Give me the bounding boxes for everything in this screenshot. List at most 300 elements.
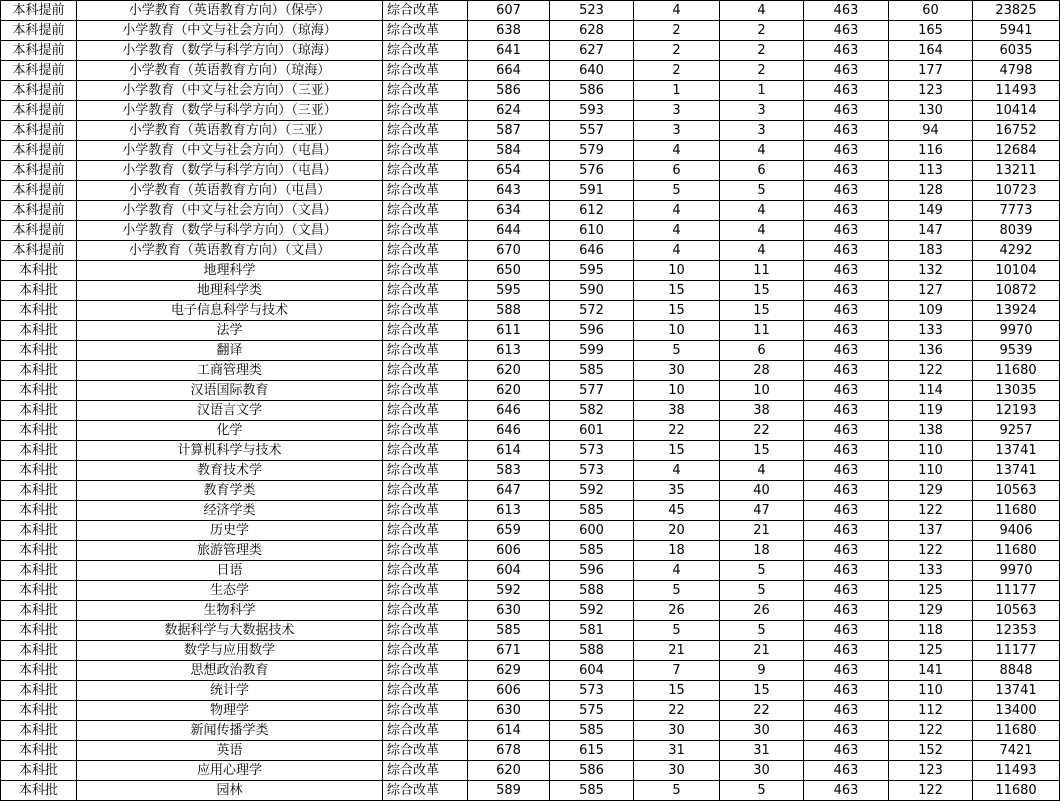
max-score-cell: 678 — [468, 741, 550, 761]
line-diff-cell: 122 — [889, 541, 973, 561]
batch-cell: 本科批 — [1, 301, 77, 321]
line-diff-cell: 136 — [889, 341, 973, 361]
rank-cell: 10104 — [973, 261, 1060, 281]
max-score-cell: 595 — [468, 281, 550, 301]
plan-count-cell: 15 — [634, 281, 720, 301]
control-line-cell: 463 — [804, 461, 889, 481]
plan-count-cell: 4 — [634, 201, 720, 221]
batch-cell: 本科批 — [1, 781, 77, 801]
major-cell: 电子信息科学与技术 — [77, 301, 383, 321]
control-line-cell: 463 — [804, 401, 889, 421]
table-row — [1, 781, 1060, 801]
table-row — [1, 61, 1060, 81]
major-cell: 小学教育（英语教育方向）（屯昌） — [77, 181, 383, 201]
line-diff-cell: 164 — [889, 41, 973, 61]
table-row — [1, 761, 1060, 781]
rank-cell: 11680 — [973, 721, 1060, 741]
rank-cell: 23825 — [973, 1, 1060, 21]
rank-cell: 11493 — [973, 81, 1060, 101]
max-score-cell: 607 — [468, 1, 550, 21]
subject-type-cell: 综合改革 — [383, 461, 468, 481]
admit-count-cell: 4 — [720, 1, 804, 21]
min-score-cell: 612 — [550, 201, 634, 221]
major-cell: 法学 — [77, 321, 383, 341]
table-row — [1, 161, 1060, 181]
control-line-cell: 463 — [804, 81, 889, 101]
line-diff-cell: 118 — [889, 621, 973, 641]
subject-type-cell: 综合改革 — [383, 181, 468, 201]
table-row — [1, 441, 1060, 461]
max-score-cell: 641 — [468, 41, 550, 61]
max-score-cell: 671 — [468, 641, 550, 661]
plan-count-cell: 1 — [634, 81, 720, 101]
min-score-cell: 585 — [550, 501, 634, 521]
min-score-cell: 640 — [550, 61, 634, 81]
line-diff-cell: 110 — [889, 441, 973, 461]
plan-count-cell: 38 — [634, 401, 720, 421]
admit-count-cell: 4 — [720, 241, 804, 261]
line-diff-cell: 152 — [889, 741, 973, 761]
admit-count-cell: 21 — [720, 521, 804, 541]
rank-cell: 8848 — [973, 661, 1060, 681]
admit-count-cell: 3 — [720, 121, 804, 141]
min-score-cell: 585 — [550, 721, 634, 741]
subject-type-cell: 综合改革 — [383, 1, 468, 21]
major-cell: 汉语国际教育 — [77, 381, 383, 401]
plan-count-cell: 15 — [634, 441, 720, 461]
batch-cell: 本科批 — [1, 481, 77, 501]
control-line-cell: 463 — [804, 101, 889, 121]
rank-cell: 10563 — [973, 601, 1060, 621]
batch-cell: 本科提前 — [1, 81, 77, 101]
min-score-cell: 586 — [550, 761, 634, 781]
batch-cell: 本科提前 — [1, 41, 77, 61]
table-row — [1, 521, 1060, 541]
control-line-cell: 463 — [804, 281, 889, 301]
plan-count-cell: 4 — [634, 1, 720, 21]
rank-cell: 13741 — [973, 681, 1060, 701]
batch-cell: 本科批 — [1, 641, 77, 661]
plan-count-cell: 30 — [634, 361, 720, 381]
subject-type-cell: 综合改革 — [383, 241, 468, 261]
max-score-cell: 646 — [468, 421, 550, 441]
subject-type-cell: 综合改革 — [383, 721, 468, 741]
min-score-cell: 577 — [550, 381, 634, 401]
batch-cell: 本科提前 — [1, 141, 77, 161]
major-cell: 物理学 — [77, 701, 383, 721]
control-line-cell: 463 — [804, 661, 889, 681]
max-score-cell: 586 — [468, 81, 550, 101]
line-diff-cell: 112 — [889, 701, 973, 721]
plan-count-cell: 20 — [634, 521, 720, 541]
min-score-cell: 573 — [550, 461, 634, 481]
rank-cell: 4798 — [973, 61, 1060, 81]
line-diff-cell: 141 — [889, 661, 973, 681]
admit-count-cell: 5 — [720, 581, 804, 601]
line-diff-cell: 122 — [889, 721, 973, 741]
plan-count-cell: 45 — [634, 501, 720, 521]
plan-count-cell: 6 — [634, 161, 720, 181]
line-diff-cell: 149 — [889, 201, 973, 221]
batch-cell: 本科批 — [1, 441, 77, 461]
max-score-cell: 588 — [468, 301, 550, 321]
plan-count-cell: 15 — [634, 301, 720, 321]
subject-type-cell: 综合改革 — [383, 341, 468, 361]
control-line-cell: 463 — [804, 241, 889, 261]
table-row — [1, 81, 1060, 101]
min-score-cell: 572 — [550, 301, 634, 321]
rank-cell: 10723 — [973, 181, 1060, 201]
max-score-cell: 630 — [468, 701, 550, 721]
subject-type-cell: 综合改革 — [383, 201, 468, 221]
table-row — [1, 1, 1060, 21]
subject-type-cell: 综合改革 — [383, 541, 468, 561]
table-row — [1, 181, 1060, 201]
table-row — [1, 481, 1060, 501]
plan-count-cell: 5 — [634, 621, 720, 641]
subject-type-cell: 综合改革 — [383, 121, 468, 141]
admit-count-cell: 47 — [720, 501, 804, 521]
table-row — [1, 581, 1060, 601]
max-score-cell: 606 — [468, 541, 550, 561]
rank-cell: 11493 — [973, 761, 1060, 781]
line-diff-cell: 129 — [889, 481, 973, 501]
rank-cell: 4292 — [973, 241, 1060, 261]
table-row — [1, 301, 1060, 321]
control-line-cell: 463 — [804, 1, 889, 21]
major-cell: 思想政治教育 — [77, 661, 383, 681]
control-line-cell: 463 — [804, 521, 889, 541]
max-score-cell: 620 — [468, 381, 550, 401]
control-line-cell: 463 — [804, 201, 889, 221]
admit-count-cell: 6 — [720, 341, 804, 361]
plan-count-cell: 30 — [634, 761, 720, 781]
table-row — [1, 401, 1060, 421]
batch-cell: 本科批 — [1, 341, 77, 361]
max-score-cell: 643 — [468, 181, 550, 201]
control-line-cell: 463 — [804, 161, 889, 181]
major-cell: 化学 — [77, 421, 383, 441]
max-score-cell: 614 — [468, 441, 550, 461]
admit-count-cell: 11 — [720, 261, 804, 281]
rank-cell: 5941 — [973, 21, 1060, 41]
admit-count-cell: 2 — [720, 21, 804, 41]
batch-cell: 本科批 — [1, 521, 77, 541]
min-score-cell: 591 — [550, 181, 634, 201]
control-line-cell: 463 — [804, 721, 889, 741]
control-line-cell: 463 — [804, 321, 889, 341]
subject-type-cell: 综合改革 — [383, 61, 468, 81]
line-diff-cell: 132 — [889, 261, 973, 281]
control-line-cell: 463 — [804, 501, 889, 521]
admit-count-cell: 9 — [720, 661, 804, 681]
table-row — [1, 21, 1060, 41]
max-score-cell: 614 — [468, 721, 550, 741]
major-cell: 计算机科学与技术 — [77, 441, 383, 461]
control-line-cell: 463 — [804, 581, 889, 601]
line-diff-cell: 127 — [889, 281, 973, 301]
admit-count-cell: 11 — [720, 321, 804, 341]
batch-cell: 本科批 — [1, 661, 77, 681]
min-score-cell: 582 — [550, 401, 634, 421]
subject-type-cell: 综合改革 — [383, 601, 468, 621]
major-cell: 历史学 — [77, 521, 383, 541]
line-diff-cell: 110 — [889, 461, 973, 481]
admit-count-cell: 2 — [720, 61, 804, 81]
admit-count-cell: 4 — [720, 141, 804, 161]
max-score-cell: 611 — [468, 321, 550, 341]
subject-type-cell: 综合改革 — [383, 521, 468, 541]
major-cell: 汉语言文学 — [77, 401, 383, 421]
rank-cell: 13924 — [973, 301, 1060, 321]
subject-type-cell: 综合改革 — [383, 281, 468, 301]
rank-cell: 11680 — [973, 361, 1060, 381]
table-body — [1, 1, 1060, 801]
max-score-cell: 638 — [468, 21, 550, 41]
min-score-cell: 575 — [550, 701, 634, 721]
rank-cell: 11177 — [973, 641, 1060, 661]
admit-count-cell: 15 — [720, 281, 804, 301]
table-row — [1, 341, 1060, 361]
batch-cell: 本科批 — [1, 561, 77, 581]
major-cell: 园林 — [77, 781, 383, 801]
max-score-cell: 634 — [468, 201, 550, 221]
table-row — [1, 221, 1060, 241]
admit-count-cell: 5 — [720, 561, 804, 581]
admit-count-cell: 30 — [720, 721, 804, 741]
plan-count-cell: 31 — [634, 741, 720, 761]
subject-type-cell: 综合改革 — [383, 81, 468, 101]
subject-type-cell: 综合改革 — [383, 681, 468, 701]
control-line-cell: 463 — [804, 761, 889, 781]
line-diff-cell: 109 — [889, 301, 973, 321]
min-score-cell: 573 — [550, 681, 634, 701]
plan-count-cell: 2 — [634, 21, 720, 41]
table-row — [1, 461, 1060, 481]
batch-cell: 本科批 — [1, 601, 77, 621]
min-score-cell: 557 — [550, 121, 634, 141]
rank-cell: 11177 — [973, 581, 1060, 601]
table-row — [1, 661, 1060, 681]
rank-cell: 12353 — [973, 621, 1060, 641]
rank-cell: 13211 — [973, 161, 1060, 181]
batch-cell: 本科批 — [1, 541, 77, 561]
min-score-cell: 627 — [550, 41, 634, 61]
plan-count-cell: 30 — [634, 721, 720, 741]
rank-cell: 13400 — [973, 701, 1060, 721]
control-line-cell: 463 — [804, 421, 889, 441]
major-cell: 日语 — [77, 561, 383, 581]
min-score-cell: 586 — [550, 81, 634, 101]
subject-type-cell: 综合改革 — [383, 321, 468, 341]
plan-count-cell: 3 — [634, 121, 720, 141]
table-row — [1, 41, 1060, 61]
control-line-cell: 463 — [804, 301, 889, 321]
major-cell: 数学与应用数学 — [77, 641, 383, 661]
batch-cell: 本科批 — [1, 361, 77, 381]
min-score-cell: 579 — [550, 141, 634, 161]
max-score-cell: 620 — [468, 361, 550, 381]
min-score-cell: 588 — [550, 641, 634, 661]
min-score-cell: 590 — [550, 281, 634, 301]
max-score-cell: 589 — [468, 781, 550, 801]
rank-cell: 9539 — [973, 341, 1060, 361]
subject-type-cell: 综合改革 — [383, 421, 468, 441]
table-row — [1, 741, 1060, 761]
major-cell: 应用心理学 — [77, 761, 383, 781]
plan-count-cell: 10 — [634, 261, 720, 281]
batch-cell: 本科提前 — [1, 241, 77, 261]
subject-type-cell: 综合改革 — [383, 501, 468, 521]
batch-cell: 本科提前 — [1, 21, 77, 41]
rank-cell: 11680 — [973, 781, 1060, 801]
line-diff-cell: 113 — [889, 161, 973, 181]
rank-cell: 10872 — [973, 281, 1060, 301]
max-score-cell: 624 — [468, 101, 550, 121]
major-cell: 教育技术学 — [77, 461, 383, 481]
subject-type-cell: 综合改革 — [383, 481, 468, 501]
min-score-cell: 596 — [550, 321, 634, 341]
line-diff-cell: 177 — [889, 61, 973, 81]
min-score-cell: 585 — [550, 361, 634, 381]
control-line-cell: 463 — [804, 341, 889, 361]
rank-cell: 11680 — [973, 541, 1060, 561]
max-score-cell: 584 — [468, 141, 550, 161]
plan-count-cell: 7 — [634, 661, 720, 681]
min-score-cell: 604 — [550, 661, 634, 681]
table-row — [1, 641, 1060, 661]
table-row — [1, 361, 1060, 381]
admit-count-cell: 21 — [720, 641, 804, 661]
major-cell: 教育学类 — [77, 481, 383, 501]
subject-type-cell: 综合改革 — [383, 261, 468, 281]
major-cell: 统计学 — [77, 681, 383, 701]
subject-type-cell: 综合改革 — [383, 781, 468, 801]
plan-count-cell: 26 — [634, 601, 720, 621]
rank-cell: 9970 — [973, 321, 1060, 341]
control-line-cell: 463 — [804, 561, 889, 581]
max-score-cell: 659 — [468, 521, 550, 541]
line-diff-cell: 123 — [889, 761, 973, 781]
subject-type-cell: 综合改革 — [383, 581, 468, 601]
plan-count-cell: 5 — [634, 781, 720, 801]
major-cell: 小学教育（数学与科学方向）（文昌） — [77, 221, 383, 241]
subject-type-cell: 综合改革 — [383, 21, 468, 41]
max-score-cell: 587 — [468, 121, 550, 141]
admit-count-cell: 26 — [720, 601, 804, 621]
batch-cell: 本科批 — [1, 401, 77, 421]
plan-count-cell: 10 — [634, 321, 720, 341]
table-row — [1, 101, 1060, 121]
line-diff-cell: 119 — [889, 401, 973, 421]
plan-count-cell: 2 — [634, 61, 720, 81]
rank-cell: 9257 — [973, 421, 1060, 441]
major-cell: 经济学类 — [77, 501, 383, 521]
admit-count-cell: 1 — [720, 81, 804, 101]
rank-cell: 7421 — [973, 741, 1060, 761]
major-cell: 工商管理类 — [77, 361, 383, 381]
max-score-cell: 620 — [468, 761, 550, 781]
major-cell: 数据科学与大数据技术 — [77, 621, 383, 641]
subject-type-cell: 综合改革 — [383, 41, 468, 61]
min-score-cell: 588 — [550, 581, 634, 601]
plan-count-cell: 5 — [634, 181, 720, 201]
table-row — [1, 681, 1060, 701]
subject-type-cell: 综合改革 — [383, 401, 468, 421]
min-score-cell: 592 — [550, 601, 634, 621]
max-score-cell: 604 — [468, 561, 550, 581]
rank-cell: 12193 — [973, 401, 1060, 421]
admit-count-cell: 2 — [720, 41, 804, 61]
admit-count-cell: 10 — [720, 381, 804, 401]
subject-type-cell: 综合改革 — [383, 301, 468, 321]
plan-count-cell: 4 — [634, 461, 720, 481]
subject-type-cell: 综合改革 — [383, 101, 468, 121]
major-cell: 地理科学类 — [77, 281, 383, 301]
control-line-cell: 463 — [804, 121, 889, 141]
batch-cell: 本科批 — [1, 381, 77, 401]
min-score-cell: 576 — [550, 161, 634, 181]
plan-count-cell: 3 — [634, 101, 720, 121]
max-score-cell: 644 — [468, 221, 550, 241]
admit-count-cell: 15 — [720, 301, 804, 321]
line-diff-cell: 130 — [889, 101, 973, 121]
control-line-cell: 463 — [804, 181, 889, 201]
batch-cell: 本科提前 — [1, 121, 77, 141]
max-score-cell: 629 — [468, 661, 550, 681]
major-cell: 小学教育（数学与科学方向）（三亚） — [77, 101, 383, 121]
min-score-cell: 596 — [550, 561, 634, 581]
plan-count-cell: 18 — [634, 541, 720, 561]
rank-cell: 6035 — [973, 41, 1060, 61]
max-score-cell: 613 — [468, 341, 550, 361]
plan-count-cell: 4 — [634, 221, 720, 241]
admit-count-cell: 3 — [720, 101, 804, 121]
rank-cell: 13741 — [973, 441, 1060, 461]
control-line-cell: 463 — [804, 481, 889, 501]
rank-cell: 13741 — [973, 461, 1060, 481]
batch-cell: 本科提前 — [1, 1, 77, 21]
control-line-cell: 463 — [804, 141, 889, 161]
plan-count-cell: 4 — [634, 141, 720, 161]
admit-count-cell: 4 — [720, 461, 804, 481]
min-score-cell: 585 — [550, 781, 634, 801]
line-diff-cell: 110 — [889, 681, 973, 701]
line-diff-cell: 165 — [889, 21, 973, 41]
table-row — [1, 501, 1060, 521]
major-cell: 小学教育（英语教育方向）（琼海） — [77, 61, 383, 81]
table-row — [1, 261, 1060, 281]
admit-count-cell: 38 — [720, 401, 804, 421]
plan-count-cell: 4 — [634, 241, 720, 261]
major-cell: 小学教育（中文与社会方向）（三亚） — [77, 81, 383, 101]
control-line-cell: 463 — [804, 361, 889, 381]
min-score-cell: 592 — [550, 481, 634, 501]
plan-count-cell: 10 — [634, 381, 720, 401]
control-line-cell: 463 — [804, 61, 889, 81]
plan-count-cell: 22 — [634, 701, 720, 721]
batch-cell: 本科批 — [1, 461, 77, 481]
control-line-cell: 463 — [804, 21, 889, 41]
subject-type-cell: 综合改革 — [383, 561, 468, 581]
min-score-cell: 599 — [550, 341, 634, 361]
rank-cell: 8039 — [973, 221, 1060, 241]
line-diff-cell: 94 — [889, 121, 973, 141]
control-line-cell: 463 — [804, 41, 889, 61]
min-score-cell: 610 — [550, 221, 634, 241]
table-row — [1, 381, 1060, 401]
major-cell: 地理科学 — [77, 261, 383, 281]
